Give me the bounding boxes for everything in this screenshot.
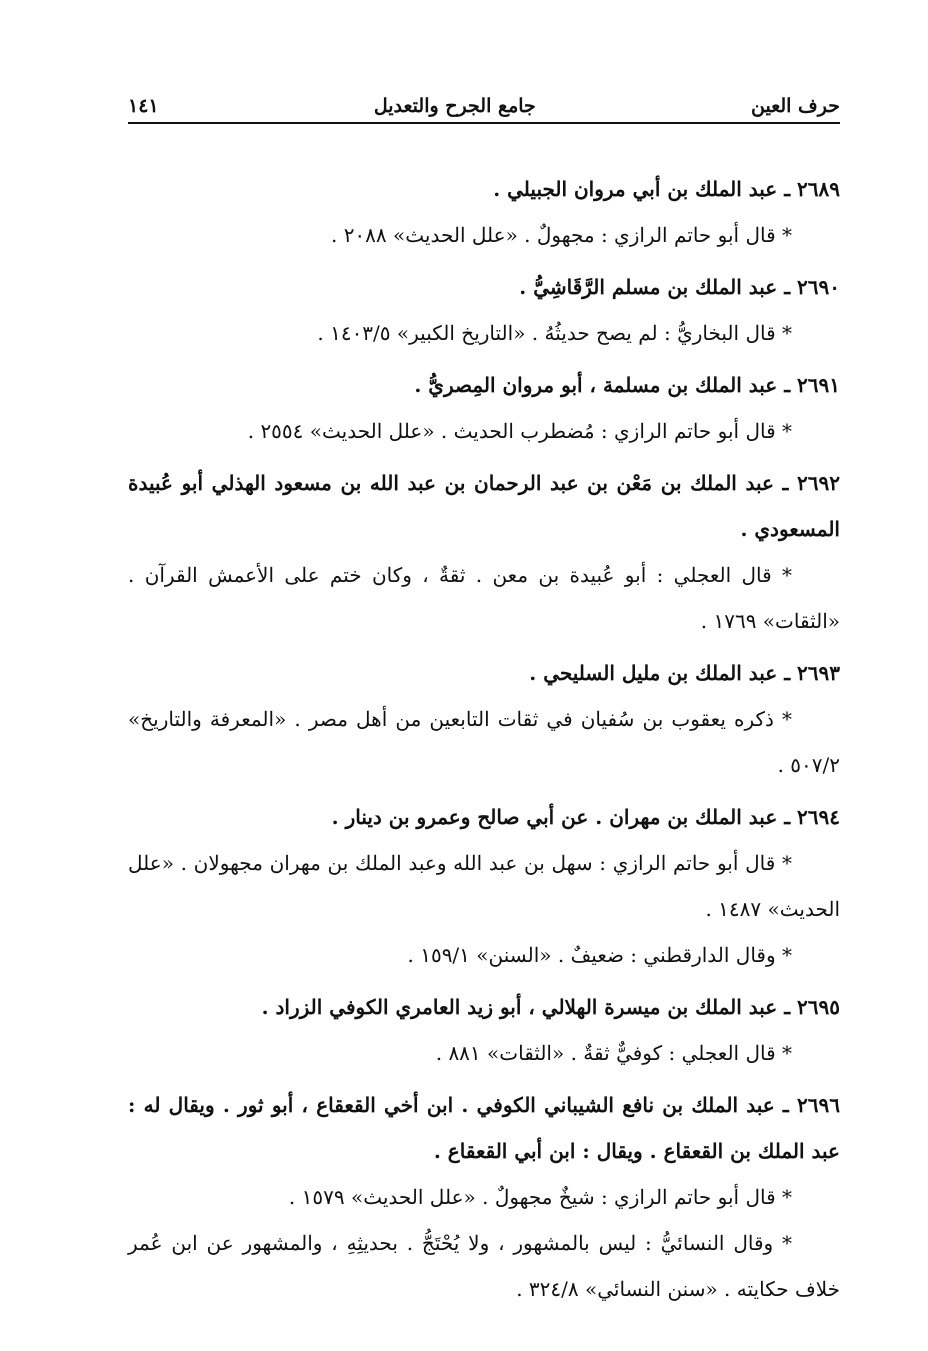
entry-note: * قال أبو حاتم الرازي : سهل بن عبد الله وعبد الملك بن مهران مجهولان . «علل الحديث» ١٤٨٧ . bbox=[128, 851, 840, 921]
entry-2691 bbox=[128, 362, 840, 454]
entry-note: * وقال الدارقطني : ضعيفٌ . «السنن» ١٥٩/١ . bbox=[407, 943, 792, 967]
entry-title: ٢٦٩٤ ـ عبد الملك بن مهران . عن أبي صالح وعمرو بن دينار . bbox=[331, 805, 840, 829]
entry-2694 bbox=[128, 794, 840, 978]
entry-note: * قال أبو حاتم الرازي : مُضطرب الحديث . «علل الحديث» ٢٥٥٤ . bbox=[247, 419, 792, 443]
page-number: ١٤١ bbox=[128, 95, 159, 117]
entry-title: ٢٦٨٩ ـ عبد الملك بن أبي مروان الجبيلي . bbox=[493, 177, 840, 201]
entry-2689 bbox=[128, 166, 840, 258]
entry-2692 bbox=[128, 460, 840, 644]
entry-note: * قال البخاريُّ : لم يصح حديثُهُ . «التاريخ الكبير» ١٤٠٣/٥ . bbox=[317, 321, 792, 345]
entry-title: ٢٦٩٢ ـ عبد الملك بن مَعْن بن عبد الرحمان بن عبد الله بن مسعود الهذلي أبو عُبيدة المسعودي . bbox=[128, 471, 840, 541]
entries-list bbox=[128, 166, 840, 1312]
entry-note: * قال أبو حاتم الرازي : مجهولٌ . «علل الحديث» ٢٠٨٨ . bbox=[330, 223, 792, 247]
entry-title: ٢٦٩٣ ـ عبد الملك بن مليل السليحي . bbox=[529, 661, 840, 685]
entry-title: ٢٦٩٥ ـ عبد الملك بن ميسرة الهلالي ، أبو زيد العامري الكوفي الزراد . bbox=[261, 995, 840, 1019]
book-title: جامع الجرح والتعديل bbox=[373, 95, 536, 117]
page-header bbox=[128, 82, 840, 124]
entry-note: * قال العجلي : كوفيٌّ ثقةٌ . «الثقات» ٨٨١ . bbox=[435, 1041, 792, 1065]
entry-note: * وقال النسائيُّ : ليس بالمشهور ، ولا يُحْتَجُّ . بحديثِهِ ، والمشهور عن ابن عُمر خلاف حكايته . «سنن النسائي» ٣٢٤/٨ . bbox=[128, 1231, 840, 1301]
entry-2695 bbox=[128, 984, 840, 1076]
entry-2690 bbox=[128, 264, 840, 356]
entry-title: ٢٦٩٠ ـ عبد الملك بن مسلم الرَّقَاشِيُّ . bbox=[519, 275, 840, 299]
entry-note: * ذكره يعقوب بن سُفيان في ثقات التابعين من أهل مصر . «المعرفة والتاريخ» ٥٠٧/٢ . bbox=[128, 707, 840, 777]
entry-note: * قال العجلي : أبو عُبيدة بن معن . ثقةٌ ، وكان ختم على الأعمش القرآن . «الثقات» ١٧٦٩ . bbox=[128, 563, 840, 633]
entry-note: * قال أبو حاتم الرازي : شيخٌ مجهولٌ . «علل الحديث» ١٥٧٩ . bbox=[288, 1185, 792, 1209]
entry-2696 bbox=[128, 1082, 840, 1312]
entry-2693 bbox=[128, 650, 840, 788]
entry-title: ٢٦٩٦ ـ عبد الملك بن نافع الشيباني الكوفي . ابن أخي القعقاع ، أبو ثور . ويقال له : عبد الملك بن القعقاع . ويقال : ابن أبي القعقاع . bbox=[128, 1093, 840, 1163]
entry-title: ٢٦٩١ ـ عبد الملك بن مسلمة ، أبو مروان المِصريُّ . bbox=[414, 373, 840, 397]
section-heading: حرف العين bbox=[751, 95, 840, 117]
